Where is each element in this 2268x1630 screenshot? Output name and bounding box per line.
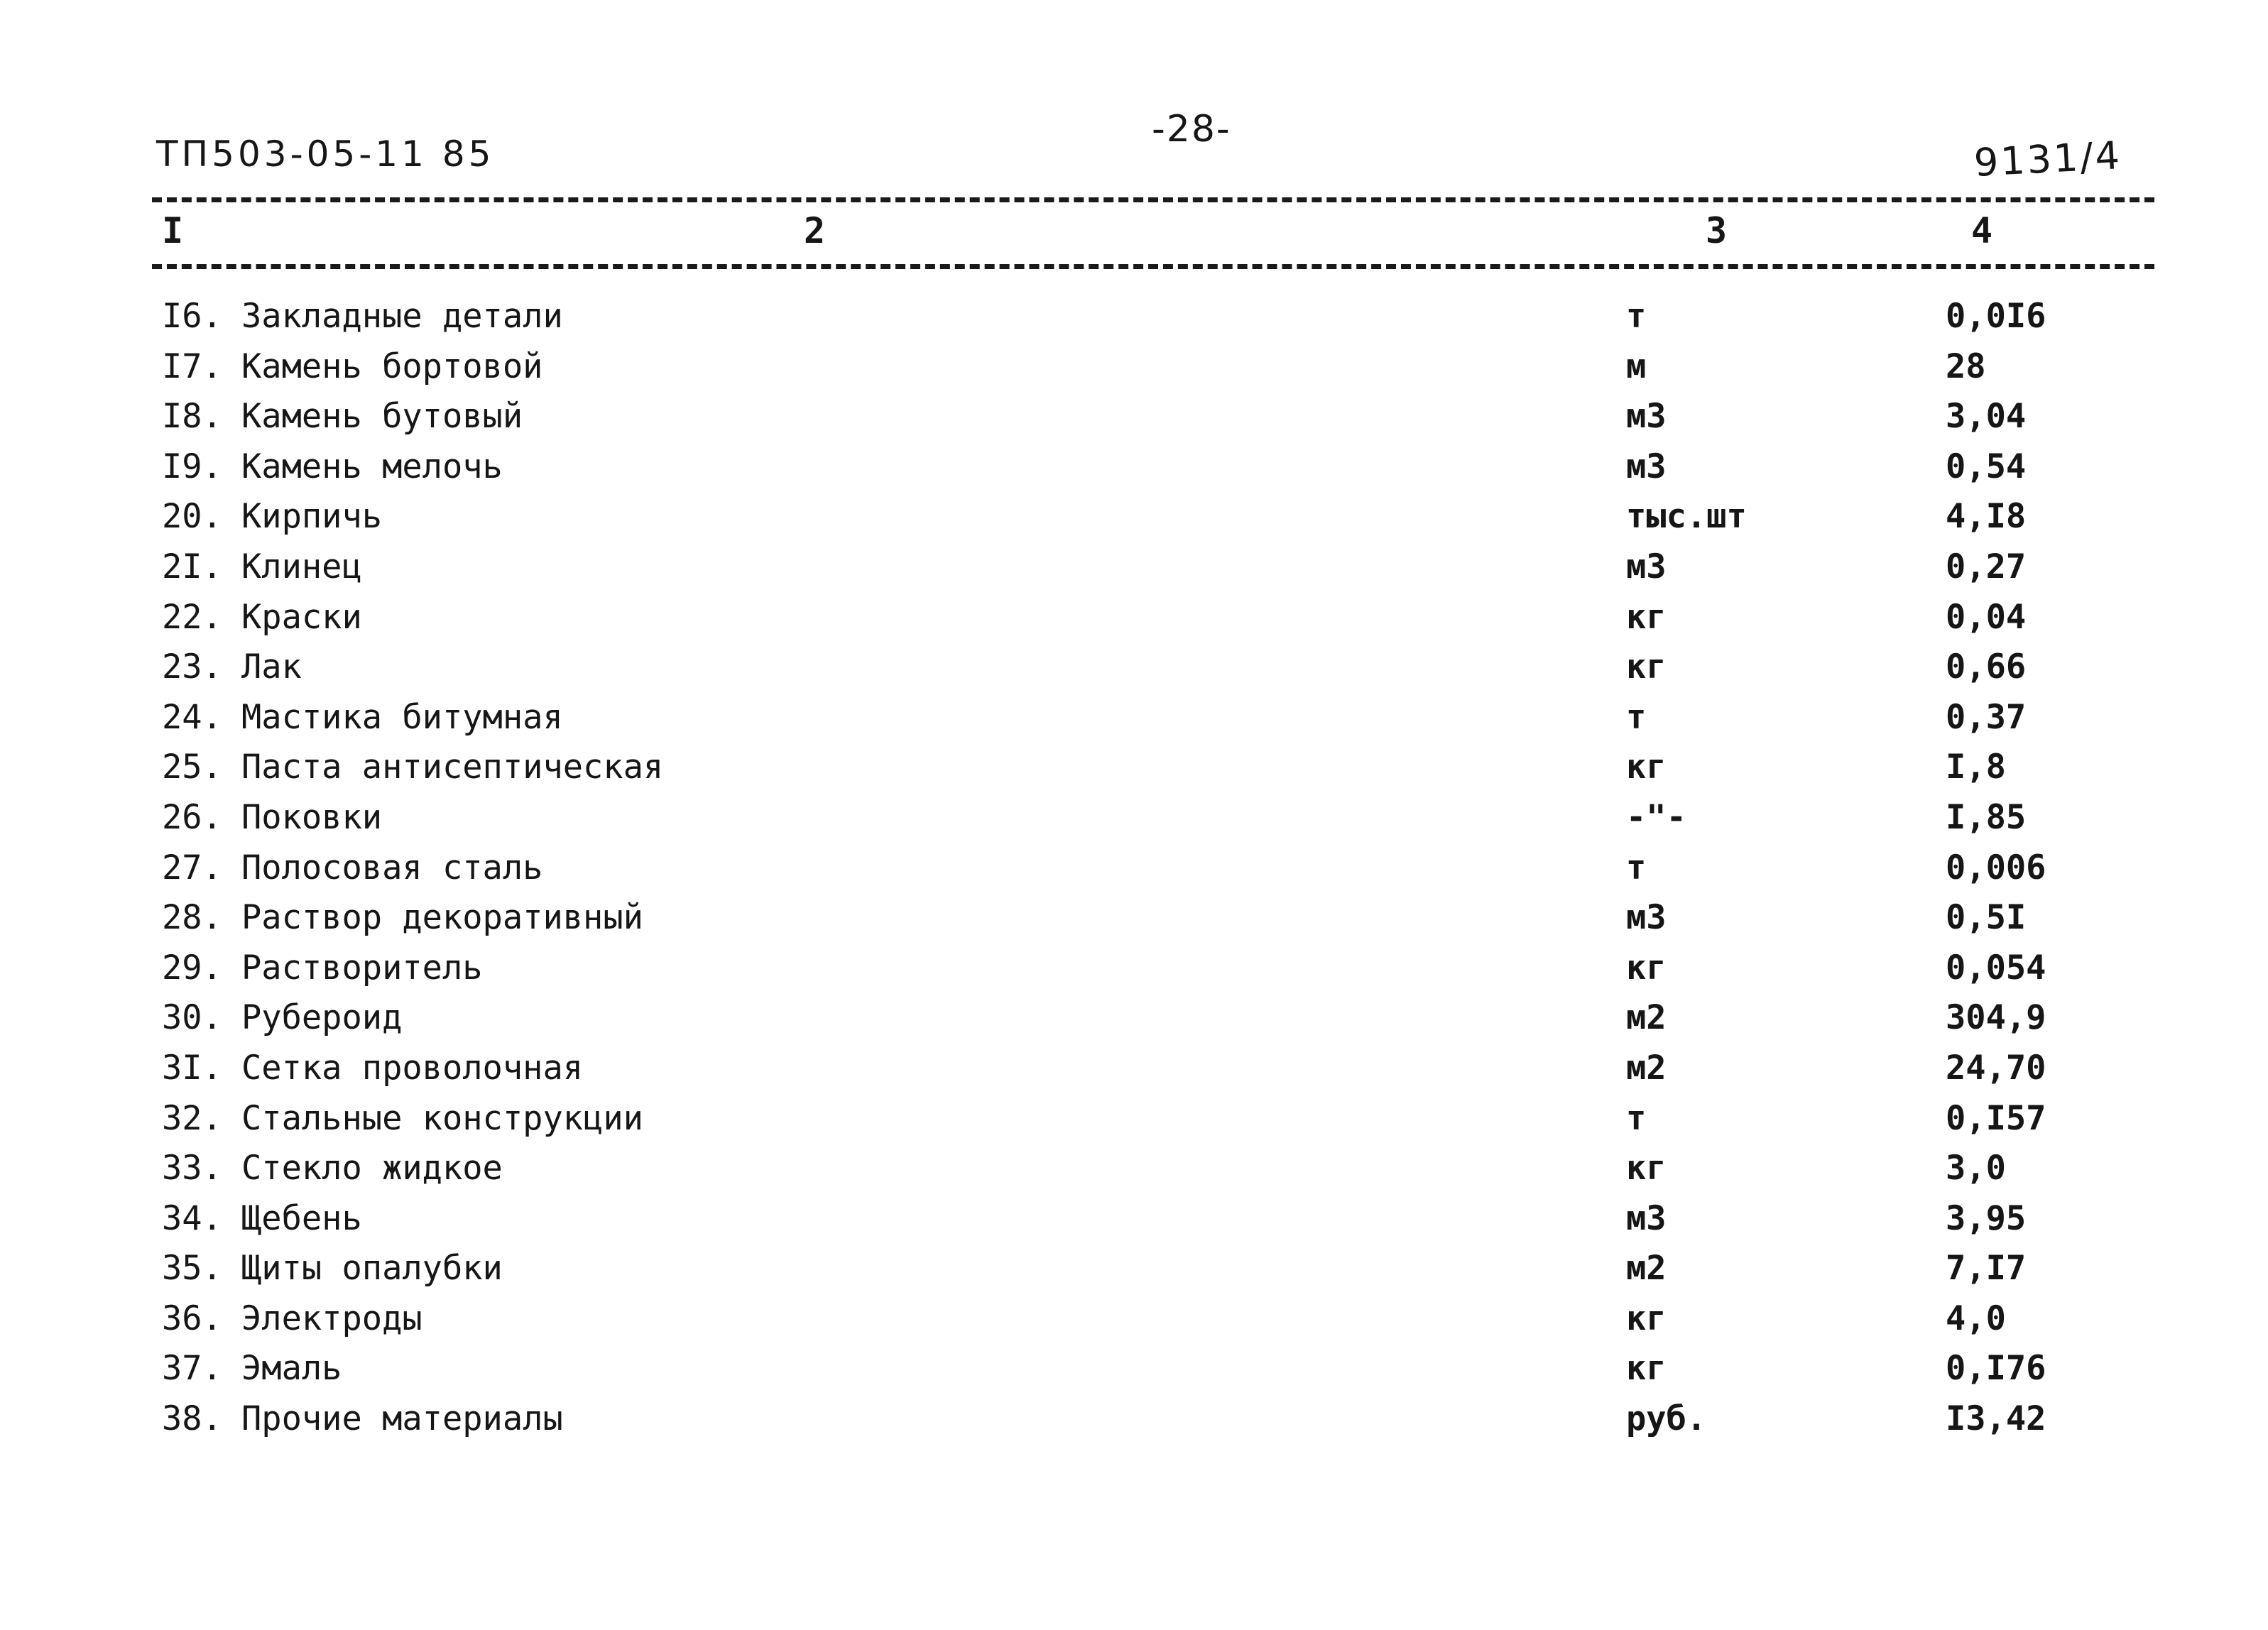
unit: тыс.шт — [1626, 497, 1747, 537]
table-row — [0, 1047, 2268, 1098]
table-row — [0, 696, 2268, 747]
unit: м2 — [1626, 1249, 1667, 1289]
quantity: 24,70 — [1946, 1048, 2046, 1088]
table-row — [0, 646, 2268, 696]
column-header-3: 3 — [1706, 210, 1728, 251]
materials-table — [0, 295, 2268, 1448]
quantity: 0,006 — [1946, 848, 2046, 887]
material-name: Электроды — [241, 1298, 422, 1338]
row-number: 24. — [162, 697, 222, 737]
quantity: I3,42 — [1946, 1399, 2046, 1439]
table-row — [0, 1347, 2268, 1398]
unit: т — [1626, 697, 1647, 737]
row-number: 22. — [162, 597, 222, 637]
unit: т — [1626, 1098, 1647, 1138]
quantity: 0,0I6 — [1946, 297, 2046, 336]
quantity: 0,04 — [1946, 597, 2027, 637]
material-name: Щебень — [241, 1198, 362, 1238]
quantity: 0,5I — [1946, 898, 2027, 938]
row-number: I7. — [162, 346, 222, 386]
row-number: 28. — [162, 898, 222, 938]
row-number: I8. — [162, 397, 222, 437]
material-name: Камень бортовой — [241, 346, 543, 386]
table-row — [0, 997, 2268, 1047]
material-name: Кирпичь — [241, 497, 383, 537]
table-row — [0, 395, 2268, 446]
material-name: Щиты опалубки — [241, 1249, 503, 1289]
unit: кг — [1626, 1349, 1667, 1389]
material-name: Поковки — [241, 797, 383, 837]
page-number: -28- — [1152, 108, 1231, 151]
material-name: Сетка проволочная — [241, 1048, 584, 1088]
row-number: 23. — [162, 647, 222, 687]
material-name: Эмаль — [241, 1349, 342, 1389]
quantity: 0,27 — [1946, 547, 2027, 586]
row-number: I9. — [162, 447, 222, 486]
quantity: 0,I76 — [1946, 1349, 2046, 1389]
material-name: Мастика битумная — [241, 697, 563, 737]
unit: м3 — [1626, 547, 1667, 586]
unit: м2 — [1626, 1048, 1667, 1088]
material-name: Растворитель — [241, 948, 483, 988]
quantity: 0,66 — [1946, 647, 2027, 687]
quantity: 7,I7 — [1946, 1249, 2027, 1289]
table-row — [0, 897, 2268, 947]
quantity: 3,95 — [1946, 1198, 2027, 1238]
row-number: 32. — [162, 1098, 222, 1138]
table-row — [0, 346, 2268, 396]
table-row — [0, 446, 2268, 496]
table-row — [0, 1198, 2268, 1248]
material-name: Полосовая сталь — [241, 848, 543, 887]
unit: м3 — [1626, 1198, 1667, 1238]
quantity: 0,37 — [1946, 697, 2027, 737]
row-number: 35. — [162, 1249, 222, 1289]
header-rule-bottom — [152, 264, 2154, 269]
unit: кг — [1626, 647, 1667, 687]
quantity: I,85 — [1946, 797, 2027, 837]
column-header-4: 4 — [1971, 210, 1993, 251]
unit: м3 — [1626, 397, 1667, 437]
table-row — [0, 295, 2268, 346]
material-name: Клинец — [241, 547, 362, 586]
material-name: Раствор декоративный — [241, 898, 643, 938]
material-name: Прочие материалы — [241, 1399, 563, 1439]
quantity: 28 — [1946, 346, 1986, 386]
quantity: 3,0 — [1946, 1149, 2006, 1188]
quantity: 4,0 — [1946, 1298, 2006, 1338]
row-number: 36. — [162, 1298, 222, 1338]
table-row — [0, 1398, 2268, 1448]
row-number: I6. — [162, 297, 222, 336]
material-name: Стальные конструкции — [241, 1098, 643, 1138]
unit: т — [1626, 297, 1647, 336]
column-header-2: 2 — [804, 210, 826, 251]
row-number: 20. — [162, 497, 222, 537]
material-name: Рубероид — [241, 998, 403, 1038]
row-number: 33. — [162, 1149, 222, 1188]
unit: м — [1626, 346, 1647, 386]
unit: т — [1626, 848, 1647, 887]
table-row — [0, 1147, 2268, 1198]
table-row — [0, 496, 2268, 546]
sheet-number: 9131/4 — [1973, 133, 2123, 185]
table-row — [0, 1298, 2268, 1348]
unit: кг — [1626, 948, 1667, 988]
material-name: Лак — [241, 647, 302, 687]
material-name: Камень бутовый — [241, 397, 523, 437]
table-row — [0, 847, 2268, 897]
row-number: 3I. — [162, 1048, 222, 1088]
row-number: 34. — [162, 1198, 222, 1238]
table-row — [0, 1247, 2268, 1298]
row-number: 29. — [162, 948, 222, 988]
quantity: 0,I57 — [1946, 1098, 2046, 1138]
row-number: 25. — [162, 748, 222, 787]
row-number: 37. — [162, 1349, 222, 1389]
row-number: 26. — [162, 797, 222, 837]
material-name: Паста антисептическая — [241, 748, 664, 787]
quantity: 3,04 — [1946, 397, 2027, 437]
unit: -"- — [1626, 797, 1686, 837]
row-number: 38. — [162, 1399, 222, 1439]
material-name: Камень мелочь — [241, 447, 503, 486]
material-name: Стекло жидкое — [241, 1149, 503, 1188]
row-number: 30. — [162, 998, 222, 1038]
unit: руб. — [1626, 1399, 1707, 1439]
unit: м3 — [1626, 447, 1667, 486]
material-name: Краски — [241, 597, 362, 637]
document-code: ТП503-05-11 85 — [156, 133, 495, 175]
table-row — [0, 947, 2268, 997]
quantity: 304,9 — [1946, 998, 2046, 1038]
quantity: 4,I8 — [1946, 497, 2027, 537]
table-row — [0, 1098, 2268, 1148]
header-rule-top — [152, 197, 2154, 202]
table-row — [0, 546, 2268, 596]
column-header-1: I — [162, 210, 184, 251]
quantity: 0,054 — [1946, 948, 2046, 988]
material-name: Закладные детали — [241, 297, 563, 336]
row-number: 2I. — [162, 547, 222, 586]
unit: кг — [1626, 597, 1667, 637]
unit: кг — [1626, 1149, 1667, 1188]
quantity: 0,54 — [1946, 447, 2027, 486]
table-row — [0, 746, 2268, 797]
table-row — [0, 797, 2268, 847]
unit: кг — [1626, 1298, 1667, 1338]
row-number: 27. — [162, 848, 222, 887]
unit: кг — [1626, 748, 1667, 787]
unit: м2 — [1626, 998, 1667, 1038]
unit: м3 — [1626, 898, 1667, 938]
table-row — [0, 596, 2268, 647]
quantity: I,8 — [1946, 748, 2006, 787]
